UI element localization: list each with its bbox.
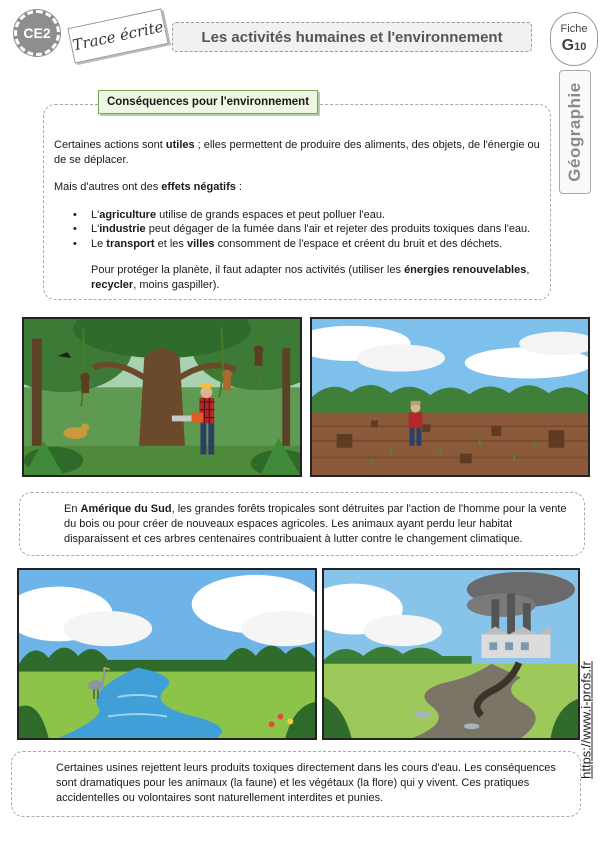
negative-effects-list — [54, 208, 542, 252]
text-segment: Pour protéger la planète, il faut adapter nos activités (utiliser les — [91, 264, 405, 276]
text-segment: consomment de l'espace et créent du bruit et des déchets. — [214, 237, 503, 250]
text-segment: Mais d'autres ont des — [54, 181, 162, 193]
illustration-lumberjack-rainforest — [22, 317, 302, 477]
caption-text-deforestation — [64, 502, 574, 547]
keyword-villes: villes — [186, 237, 215, 250]
clean-river-drawing — [19, 570, 315, 738]
keyword-amerique-du-sud: Amérique du Sud — [80, 503, 172, 515]
text-segment: , moins gaspiller). — [133, 278, 220, 291]
text-segment: , — [526, 264, 530, 276]
site-url-link[interactable]: https://www.i-profs.fr — [578, 661, 594, 779]
text-segment: Certaines actions sont — [54, 139, 166, 151]
lesson-paragraph-negative — [54, 180, 542, 195]
text-segment: et les — [154, 237, 187, 250]
keyword-recycler: recycler — [91, 278, 134, 291]
fiche-label: Fiche — [560, 23, 588, 35]
list-item-agriculture — [54, 208, 542, 223]
subject-tab — [559, 70, 591, 194]
illustration-polluted-river-factory — [322, 568, 580, 740]
caption-box-pollution — [11, 751, 581, 817]
text-segment: , les grandes forêts tropicales sont détruites par l'action de l'homme pour la vente du bois ou pour créer de nouveaux espaces agricoles. Les animaux ayant perdu leur habitat disparaissent et ces arbres centenaires contribuaient à lutter contre le changement climatique. — [64, 503, 567, 545]
fiche-badge — [550, 12, 598, 66]
text-segment: peut dégager de la fumée dans l'air et rejeter des produits toxiques dans l'eau. — [145, 223, 531, 235]
lesson-paragraph-protect — [54, 263, 542, 292]
site-url[interactable] — [574, 620, 598, 820]
keyword-utiles: utiles — [165, 139, 195, 151]
keyword-agriculture: agriculture — [99, 208, 157, 221]
keyword-effets-negatifs: effets négatifs — [161, 181, 236, 193]
page-title: Les activités humaines et l'environnement — [172, 22, 532, 52]
illustration-deforested-field — [310, 317, 590, 477]
fiche-code — [551, 37, 597, 55]
keyword-transport: transport — [106, 237, 155, 250]
list-item-industrie — [54, 222, 542, 237]
lesson-text — [54, 138, 542, 305]
polluted-river-drawing — [324, 570, 578, 738]
text-segment: L' — [91, 208, 100, 221]
trace-ecrite-stamp: Trace écrite — [67, 8, 168, 63]
lesson-paragraph-useful — [54, 138, 542, 167]
text-segment: Le — [91, 237, 107, 250]
text-segment: : — [235, 181, 242, 193]
lesson-heading: Conséquences pour l'environnement — [98, 90, 318, 114]
level-badge: CE2 — [14, 10, 60, 56]
keyword-industrie: industrie — [99, 223, 146, 235]
text-segment: En — [64, 503, 81, 515]
deforested-drawing — [312, 319, 588, 475]
text-segment: L' — [91, 223, 100, 235]
fiche-number: 10 — [574, 41, 587, 53]
subject-tab-label: Géographie — [565, 82, 584, 182]
text-segment: ; elles permettent de produire des aliments, des objets, de l'énergie ou de se déplacer. — [54, 139, 540, 166]
keyword-energies-renouvelables: énergies renouvelables — [404, 264, 527, 276]
fiche-letter: G — [561, 37, 575, 54]
caption-text-pollution: Certaines usines rejettent leurs produits toxiques directement dans les cours d'eau. Les conséquences sont dramatiques pour les animaux (la faune) et les végétaux (la flore) qui y vivent. Ces pratiques accidentelles ou volontaires sont naturellement interdites et punies. — [56, 762, 556, 804]
rainforest-drawing — [24, 319, 300, 475]
list-item-transport — [54, 237, 542, 252]
illustration-clean-river — [17, 568, 317, 740]
caption-box-deforestation — [19, 492, 585, 556]
text-segment: utilise de grands espaces et peut polluer l'eau. — [156, 208, 386, 221]
